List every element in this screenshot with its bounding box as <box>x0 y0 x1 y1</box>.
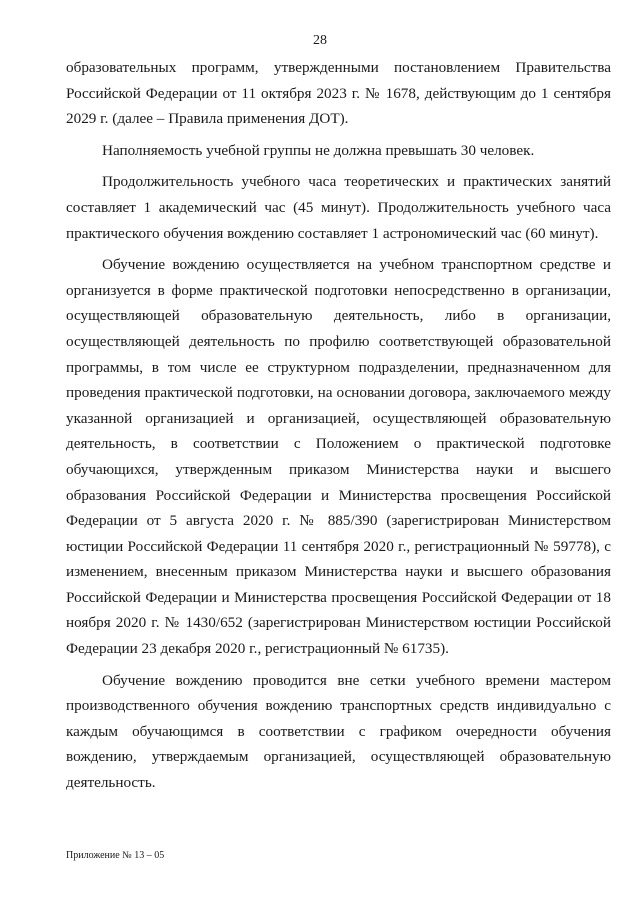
page-number: 28 <box>313 33 327 48</box>
document-body <box>66 55 611 796</box>
paragraph-lesson-duration: Продолжительность учебного часа теоретических и практических занятий составляет 1 академический час (45 минут). Продолжительность учебного часа практического обучения вождению составляет 1 астрономический час (60 минут). <box>66 173 611 242</box>
paragraph-continuation: образовательных программ, утвержденными постановлением Правительства Российской Федерации от 11 октября 2023 г. № 1678, действующим до 1 сентября 2029 г. (далее – Правила применения ДОТ). <box>66 59 611 128</box>
footer-appendix-label: Приложение № 13 – 05 <box>66 850 165 861</box>
paragraph-driving-schedule: Обучение вождению проводится вне сетки учебного времени мастером производственного обучения вождению транспортных средств индивидуально с каждым обучающимся в соответствии с графиком очередности обучения вождению, утверждаемым организацией, осуществляющей образовательную деятельность. <box>66 671 611 792</box>
paragraph-group-size: Наполняемость учебной группы не должна превышать 30 человек. <box>102 141 535 159</box>
paragraph-driving-training: Обучение вождению осуществляется на учебном транспортном средстве и организуется в форме практической подготовки непосредственно в организации, осуществляющей образовательную деятельность, либо в организации, осуществляющей деятельность по профилю соответствующей образовательной программы, в том числе ее структурном подразделении, предназначенном для проведения практической подготовки, на основании договора, заключаемого между указанной организацией и организацией, осуществляющей образовательную деятельность, в соответствии с Положением о практической подготовке обучающихся, утвержденным приказом Министерства науки и высшего образования Российской Федерации и Министерства просвещения Российской Федерации от 5 августа 2020 г. № 885/390 (зарегистрирован Министерством юстиции Российской Федерации 11 сентября 2020 г., регистрационный № 59778), с изменением, внесенным приказом Министерства науки и высшего образования Российской Федерации и Министерства просвещения Российской Федерации от 18 ноября 2020 г. № 1430/652 (зарегистрирован Министерством юстиции Российской Федерации 23 декабря 2020 г., регистрационный № 61735). <box>66 256 611 658</box>
